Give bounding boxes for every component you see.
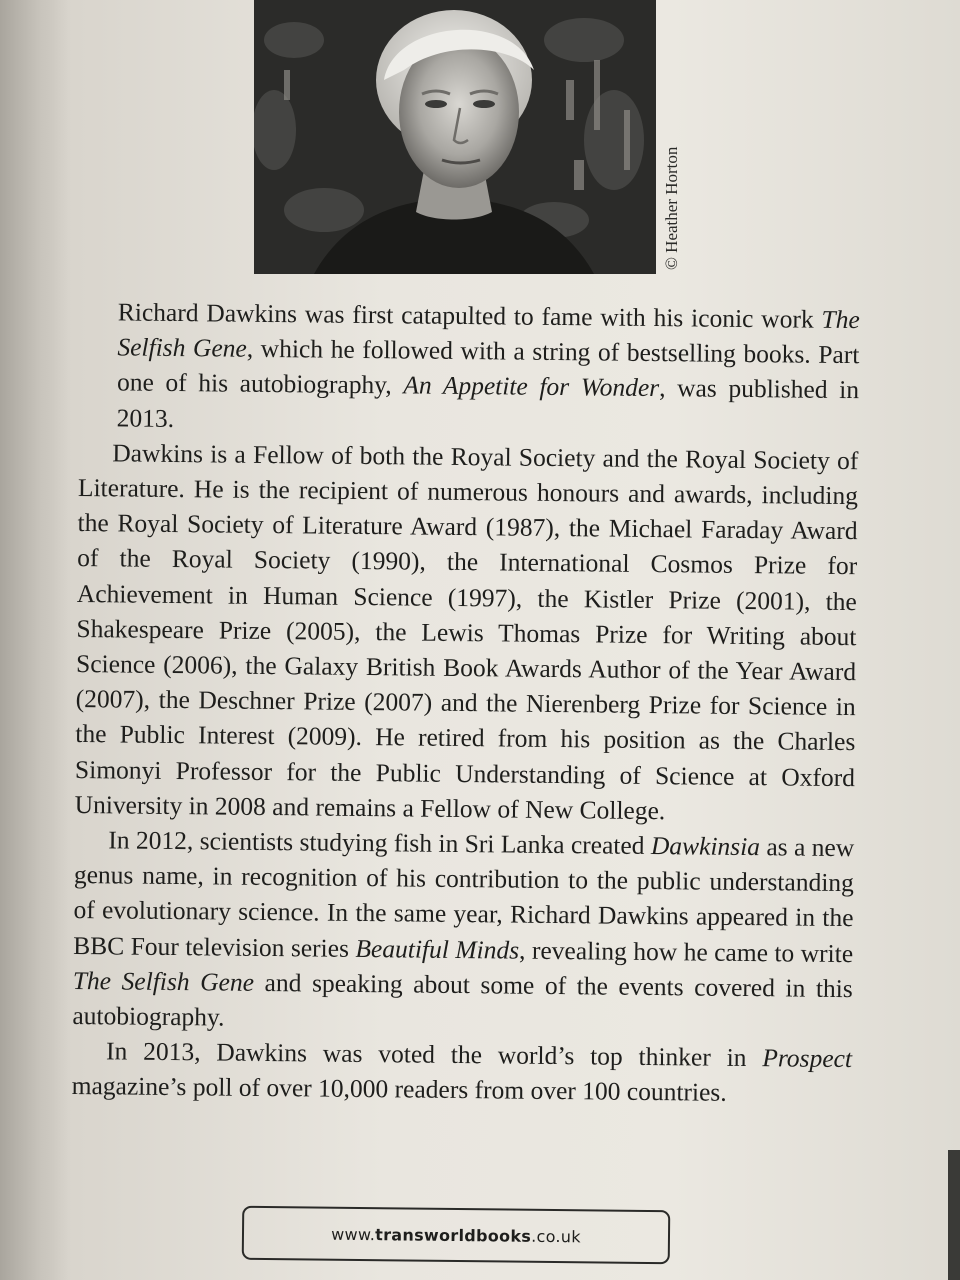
bio-text: In 2012, scientists studying fish in Sri Lanka created	[108, 825, 652, 861]
bio-paragraph-4	[72, 1033, 853, 1112]
genus-name: Dawkinsia	[650, 831, 761, 862]
series-title: Beautiful Minds	[355, 933, 520, 965]
magazine-title: Prospect	[762, 1043, 853, 1074]
publisher-url-box	[242, 1206, 671, 1264]
bio-text: Dawkins is a Fellow of both the Royal Society and the Royal Society of Literature. He is the recipient of numerous honours and awards, including the Royal Society of Literature Award (1987), the Michael Faraday Award of the Royal Society (1990), the International Cosmos Prize for Achievement in Human Science (1997), the Kistler Prize (2001), the Shakespeare Prize (2005), the Lewis Thomas Prize for Writing about Science (2006), the Galaxy British Book Awards Author of the Year Award (2007), the Deschner Prize (2007) and the Nierenberg Prize for Science in the Public Interest (2009). He retired from his position as the Charles Simonyi Professor for the Public Understanding of Science at Oxford University in 2008 and remains a Fellow of New College.	[74, 438, 859, 826]
bio-text: , which he followed with a string of bestselling books. Part one of his autobiography,	[116, 333, 860, 400]
photo-credit: © Heather Horton	[662, 146, 681, 270]
page-edge-shadow	[948, 1150, 960, 1280]
url-brand: transworldbooks	[375, 1224, 532, 1246]
bio-paragraph-2	[74, 435, 858, 830]
author-photo	[254, 0, 656, 274]
author-portrait-image	[254, 0, 656, 274]
book-title: The Selfish Gene	[117, 304, 860, 363]
bio-text: Richard Dawkins was first catapulted to fame with his iconic work	[117, 297, 822, 334]
bio-text: , was published in 2013.	[116, 373, 860, 433]
bio-paragraph-1	[79, 294, 860, 443]
bio-paragraph-3	[72, 822, 854, 1041]
book-title: The Selfish Gene	[72, 965, 255, 997]
bio-text: , revealing how he came to write	[518, 935, 854, 968]
bio-text: In 2013, Dawkins was voted the world’s top thinker in	[105, 1036, 763, 1073]
bio-text: as a new genus name, in recognition of his contribution to the public understanding of evolutionary science. In the same year, Richard Dawkins appeared in the BBC Four television series	[73, 832, 855, 963]
book-title: An Appetite for Wonder	[403, 370, 660, 403]
url-suffix: .co.uk	[531, 1226, 581, 1246]
bio-text: and speaking about some of the events covered in this autobiography.	[72, 967, 853, 1032]
bio-text: magazine’s poll of over 10,000 readers from over 100 countries.	[71, 1071, 727, 1108]
url-prefix: www.	[331, 1224, 376, 1244]
author-biography	[72, 294, 860, 1112]
